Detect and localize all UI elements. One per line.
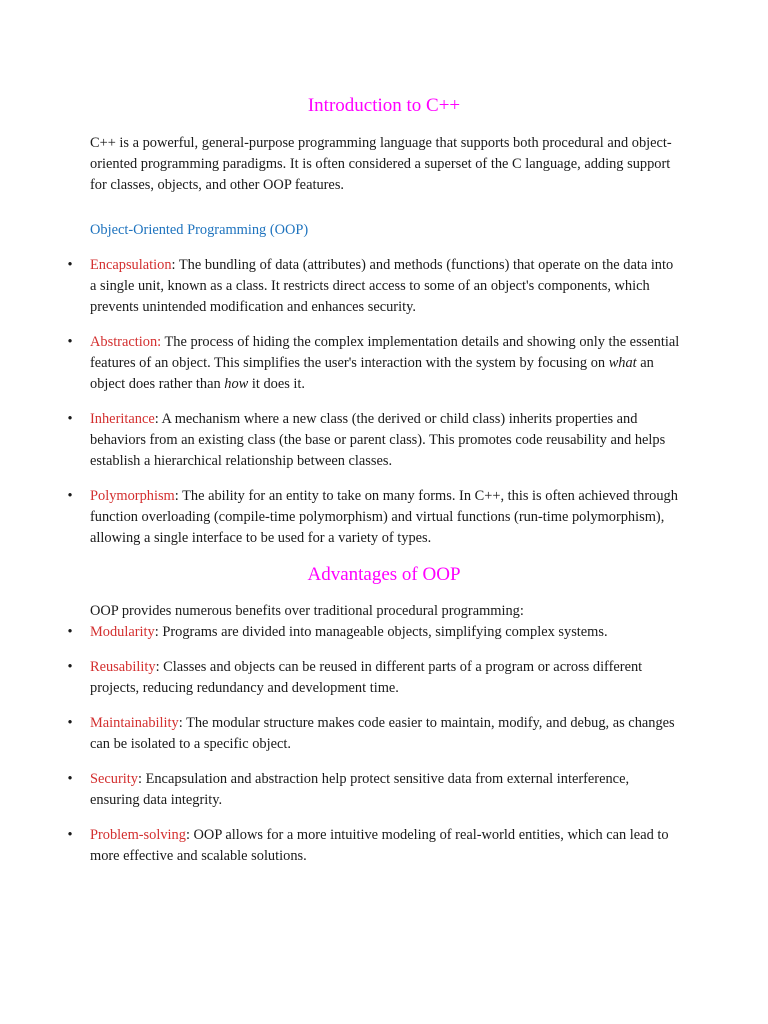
bullet-icon: •	[67, 488, 73, 504]
item-text: : Classes and objects can be reused in different parts of a program or across different projects, reducing redundancy and development time.	[90, 659, 643, 696]
term-modularity: Modularity	[90, 624, 155, 640]
term-problem-solving: Problem-solving	[90, 827, 186, 843]
item-text: : The modular structure makes code easier to maintain, modify, and debug, as changes can be isolated to a specific object.	[90, 715, 675, 752]
list-item-problem-solving	[0, 825, 682, 867]
item-text: an object does rather than	[90, 355, 654, 392]
term-encapsulation: Encapsulation	[90, 257, 172, 273]
oop-heading: Object-Oriented Programming (OOP)	[90, 222, 309, 238]
bullet-icon: •	[67, 334, 73, 350]
list-item-security	[0, 769, 682, 811]
list-item-reusability	[0, 657, 682, 699]
list-item-abstraction	[0, 332, 682, 395]
bullet-icon: •	[67, 624, 73, 640]
term-polymorphism: Polymorphism	[90, 488, 175, 504]
bullet-icon: •	[67, 411, 73, 427]
item-emphasis: what	[608, 355, 637, 371]
term-reusability: Reusability	[90, 659, 156, 675]
bullet-icon: •	[67, 659, 73, 675]
item-text: it does it.	[248, 376, 306, 392]
list-item-encapsulation	[0, 255, 682, 318]
advantages-title: Advantages of OOP	[307, 564, 461, 585]
advantages-list	[0, 622, 768, 881]
list-item-inheritance	[0, 409, 682, 472]
intro-paragraph: C++ is a powerful, general-purpose programming language that supports both procedural and object-oriented programming paradigms. It is often considered a superset of the C language, adding support for classes, objects, and other OOP features.	[90, 135, 672, 193]
item-text: : The ability for an entity to take on many forms. In C++, this is often achieved through function overloading (compile-time polymorphism) and virtual functions (run-time polymorphism), allowing a single interface to be used for a variety of types.	[90, 488, 678, 546]
item-text: : The bundling of data (attributes) and methods (functions) that operate on the data into a single unit, known as a class. It restricts direct access to some of an object's components, which prevents unintended modification and enhances security.	[90, 257, 674, 315]
bullet-icon: •	[67, 827, 73, 843]
list-item-polymorphism	[0, 486, 682, 549]
item-emphasis: how	[224, 376, 249, 392]
term-abstraction: Abstraction:	[90, 334, 162, 350]
term-maintainability: Maintainability	[90, 715, 179, 731]
item-text: : A mechanism where a new class (the derived or child class) inherits properties and behaviors from an existing class (the base or parent class). This promotes code reusability and helps establish a hierarchical relationship between classes.	[90, 411, 666, 469]
term-security: Security	[90, 771, 138, 787]
intro-title: Introduction to C++	[307, 95, 461, 116]
bullet-icon: •	[67, 771, 73, 787]
item-text: : Programs are divided into manageable objects, simplifying complex systems.	[154, 624, 608, 640]
advantages-intro: OOP provides numerous benefits over traditional procedural programming:	[90, 603, 524, 619]
list-item-modularity	[0, 622, 682, 643]
bullet-icon: •	[67, 715, 73, 731]
list-item-maintainability	[0, 713, 682, 755]
item-text: The process of hiding the complex implementation details and showing only the essential features of an object. This simplifies the user's interaction with the system by focusing on	[90, 334, 680, 371]
item-text: : Encapsulation and abstraction help protect sensitive data from external interference, ensuring data integrity.	[90, 771, 630, 808]
term-inheritance: Inheritance	[90, 411, 155, 427]
bullet-icon: •	[67, 257, 73, 273]
item-text: : OOP allows for a more intuitive modeling of real-world entities, which can lead to more effective and scalable solutions.	[90, 827, 669, 864]
oop-list	[0, 255, 768, 563]
